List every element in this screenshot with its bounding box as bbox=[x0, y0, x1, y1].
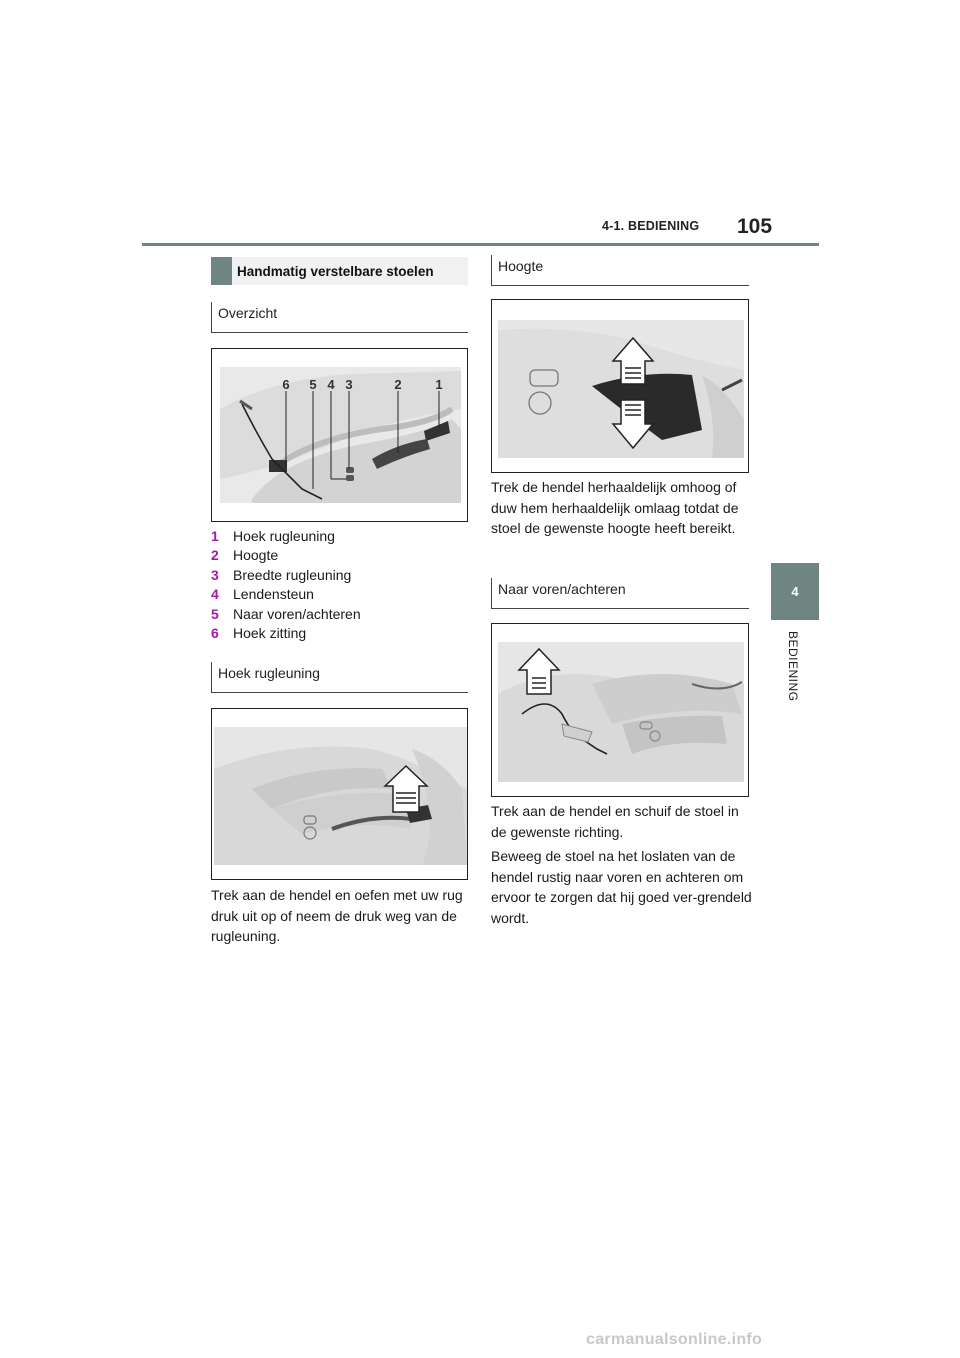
legend-label: Naar voren/achteren bbox=[233, 605, 361, 622]
height-paragraph: Trek de hendel herhaaldelijk omhoog of duw hem herhaaldelijk omlaag totdat de stoel de gewenste hoogte heeft bereikt. bbox=[491, 479, 739, 536]
backrest-paragraph: Trek aan de hendel en oefen met uw rug druk uit op of neem de druk weg van de rugleuning. bbox=[211, 887, 463, 944]
legend-item bbox=[211, 624, 468, 644]
legend-item bbox=[211, 604, 468, 624]
height-seat-illustration bbox=[491, 299, 749, 473]
legend-item bbox=[211, 585, 468, 605]
legend-label: Hoek zitting bbox=[233, 625, 307, 642]
chapter-tab: 4 bbox=[771, 563, 819, 620]
forward-heading: Naar voren/achteren bbox=[491, 578, 749, 609]
legend-item bbox=[211, 546, 468, 566]
legend-num: 4 bbox=[211, 586, 219, 603]
legend-num: 5 bbox=[211, 605, 219, 622]
callout-4: 4 bbox=[327, 377, 335, 392]
header-divider bbox=[142, 243, 819, 246]
overview-heading: Overzicht bbox=[211, 302, 468, 333]
callout-3: 3 bbox=[345, 377, 353, 392]
overview-legend bbox=[211, 526, 468, 643]
legend-num: 3 bbox=[211, 566, 219, 583]
legend-num: 2 bbox=[211, 547, 219, 564]
main-heading bbox=[211, 257, 468, 285]
callout-1: 1 bbox=[435, 377, 443, 392]
callout-6: 6 bbox=[282, 377, 290, 392]
callout-2: 2 bbox=[394, 377, 402, 392]
backrest-heading: Hoek rugleuning bbox=[211, 662, 468, 693]
forward-paragraph-1: Trek aan de hendel en schuif de stoel in de gewenste richting. bbox=[491, 803, 739, 840]
forward-paragraph-2: Beweeg de stoel na het loslaten van de hendel rustig naar voren en achteren om ervoor te zorgen dat hij goed ver-grendeld wordt. bbox=[491, 848, 752, 926]
main-heading-text: Handmatig verstelbare stoelen bbox=[237, 263, 434, 279]
watermark-text: carmanualsonline.info bbox=[586, 1331, 763, 1348]
height-heading: Hoogte bbox=[491, 255, 749, 286]
legend-label: Lendensteun bbox=[233, 586, 314, 603]
legend-label: Breedte rugleuning bbox=[233, 566, 352, 583]
legend-num: 1 bbox=[211, 527, 219, 544]
section-title: 4-1. BEDIENING bbox=[602, 219, 700, 233]
legend-label: Hoogte bbox=[233, 547, 279, 564]
backrest-seat-illustration bbox=[211, 708, 468, 880]
overview-seat-illustration bbox=[211, 348, 468, 522]
page-number: 105 bbox=[737, 215, 773, 238]
legend-label: Hoek rugleuning bbox=[233, 527, 335, 544]
legend-item bbox=[211, 565, 468, 585]
legend-item bbox=[211, 526, 468, 546]
chapter-label: BEDIENING bbox=[786, 631, 800, 702]
forward-seat-illustration bbox=[491, 623, 749, 797]
legend-num: 6 bbox=[211, 625, 219, 642]
heading-accent-bar bbox=[211, 257, 232, 285]
callout-5: 5 bbox=[309, 377, 317, 392]
